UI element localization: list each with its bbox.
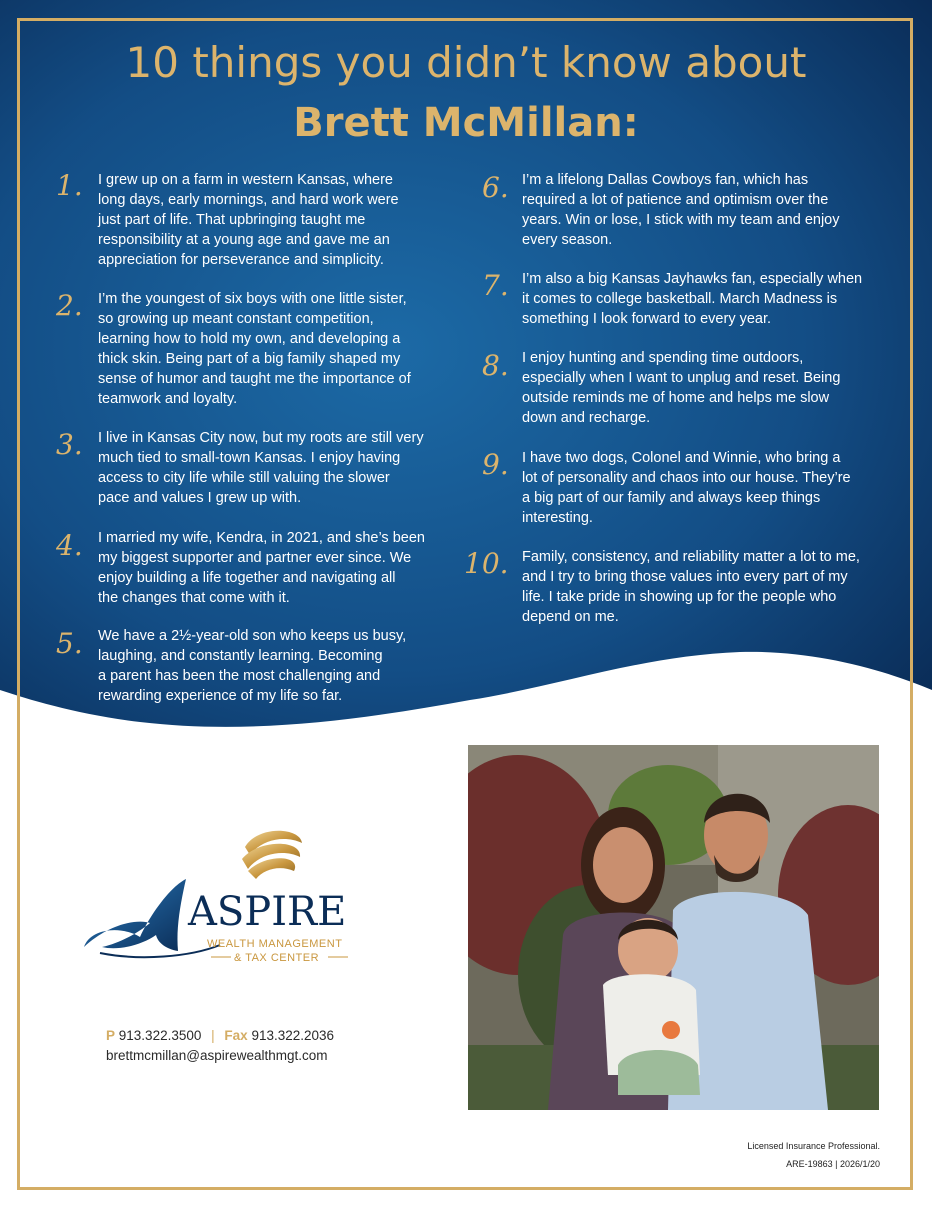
contact-block xyxy=(106,1026,334,1066)
item-number: 9. xyxy=(482,448,509,481)
logo-tagline-1: WEALTH MANAGEMENT xyxy=(207,938,343,950)
phone-number[interactable]: 913.322.3500 xyxy=(118,1028,202,1043)
phone-label: P xyxy=(106,1028,116,1043)
item-text: I grew up on a farm in western Kansas, where long days, early mornings, and hard work were just part of life. That upbringing taught me responsibility at a young age and gave me an appreciation for perseverance and simplicity. xyxy=(98,172,399,268)
phone-fax-line xyxy=(106,1026,334,1046)
item-number: 6. xyxy=(482,171,509,204)
item-number: 8. xyxy=(482,349,509,382)
swirl-icon xyxy=(242,831,302,879)
aspire-logo xyxy=(80,825,370,975)
item-number: 10. xyxy=(464,547,509,580)
logo-tagline-2: & TAX CENTER xyxy=(234,952,320,964)
legal-notice xyxy=(747,1137,880,1173)
item-text: Family, consistency, and reliability matter a lot to me, and I try to bring those values into every part of my life. I take pride in showing up for the people who depend on me. xyxy=(522,549,860,625)
item-text: I live in Kansas City now, but my roots are still very much tied to small-town Kansas. I enjoy having access to city life while still valuing the slower pace and values I grew up with. xyxy=(98,430,424,506)
license-text: Licensed Insurance Professional. xyxy=(747,1141,880,1151)
page-title-name: Brett McMillan: xyxy=(293,100,639,146)
item-number: 5. xyxy=(56,627,83,660)
family-photo xyxy=(468,745,879,1110)
item-text: I’m the youngest of six boys with one little sister, so growing up meant constant competition, learning how to hold my own, and developing a thick skin. Being part of a big family shaped my sense of humor and taught me the importance of teamwork and loyalty. xyxy=(98,291,411,407)
item-number: 2. xyxy=(56,289,83,322)
item-number: 7. xyxy=(482,269,509,302)
item-text: I enjoy hunting and spending time outdoors, especially when I want to unplug and reset. Being outside reminds me of home and helps me slow down and recharge. xyxy=(522,350,841,426)
item-text: I have two dogs, Colonel and Winnie, who bring a lot of personality and chaos into our house. They’re a big part of our family and always keep things interesting. xyxy=(522,450,851,526)
compliance-code: ARE-19863 | 2026/1/20 xyxy=(786,1159,880,1169)
fax-number: 913.322.2036 xyxy=(251,1028,335,1043)
email-link[interactable]: brettmcmillan@aspirewealthmgt.com xyxy=(106,1048,328,1063)
logo-wordmark: ASPIRE xyxy=(188,889,347,935)
item-text: I’m a lifelong Dallas Cowboys fan, which has required a lot of patience and optimism over the years. Win or lose, I stick with my team and enjoy every season. xyxy=(522,172,840,248)
item-number: 1. xyxy=(56,169,83,202)
item-text: I’m also a big Kansas Jayhawks fan, especially when it comes to college basketball. March Madness is something I look forward to every year. xyxy=(522,271,863,327)
item-number: 4. xyxy=(56,529,83,562)
item-text: We have a 2½-year-old son who keeps us busy, laughing, and constantly learning. Becoming a parent has been the most challenging and rewarding experience of my life so far. xyxy=(98,628,407,704)
page-title-line1: 10 things you didn’t know about xyxy=(125,38,807,87)
separator: | xyxy=(211,1028,215,1043)
item-text: I married my wife, Kendra, in 2021, and she’s been my biggest supporter and partner ever since. We enjoy building a life together and navigating all the changes that come with it. xyxy=(98,530,425,606)
item-number: 3. xyxy=(56,428,83,461)
fax-label: Fax xyxy=(224,1028,248,1043)
